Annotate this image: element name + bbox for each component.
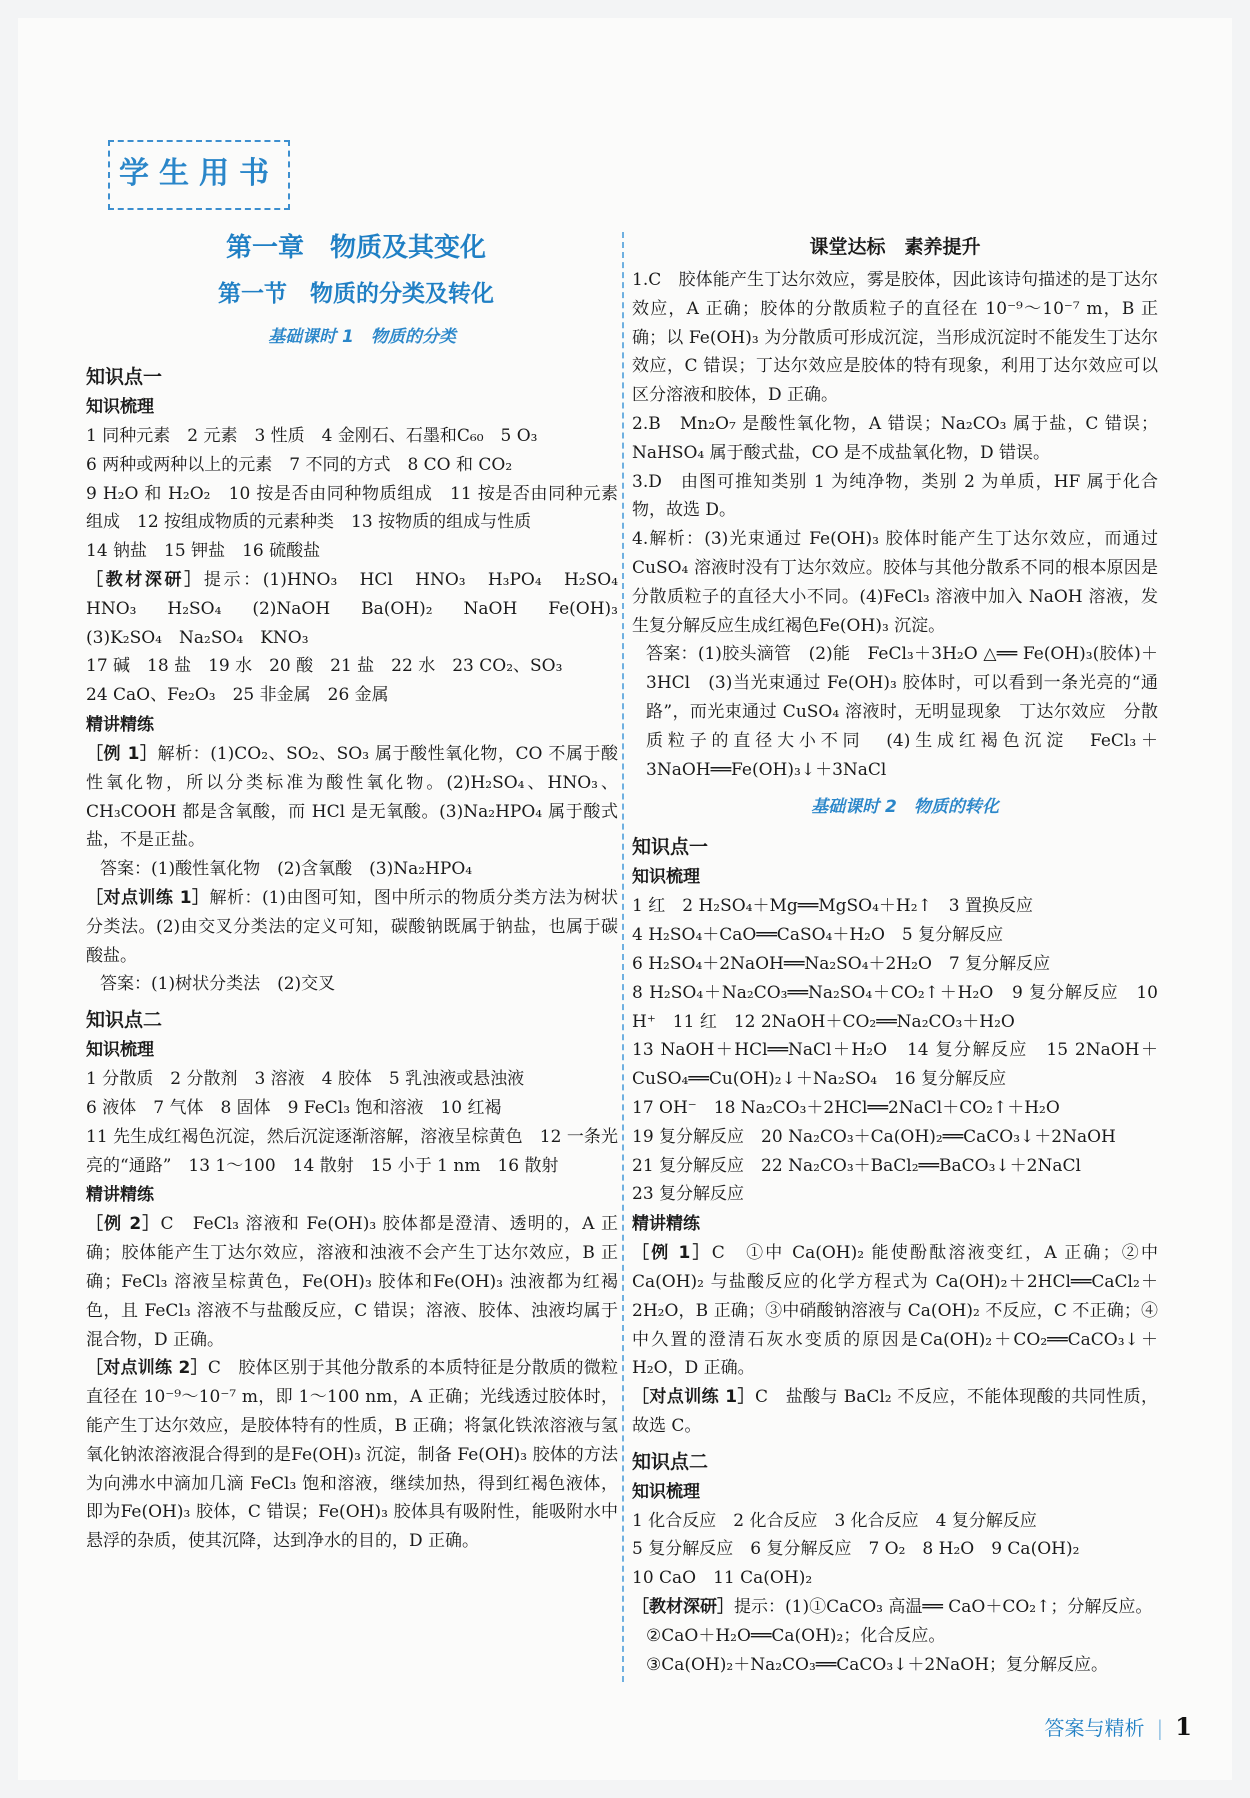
text-line: 8 H₂SO₄＋Na₂CO₃══Na₂SO₄＋CO₂↑＋H₂O 9 复分解反应 10 H⁺ 11 红 12 2NaOH＋CO₂══Na₂CO₃＋H₂O — [632, 982, 1158, 1032]
knowledge-point-heading: 知识点二 — [632, 1450, 709, 1473]
example-block — [86, 740, 618, 855]
text-line: 11 先生成红褐色沉淀，然后沉淀逐渐溶解，溶液呈棕黄色 12 一条光亮的“通路” 13 1～100 14 散射 15 小于 1 nm 16 散射 — [86, 1126, 618, 1176]
example-text: C FeCl₃ 溶液和 Fe(OH)₃ 胶体都是澄清、透明的，A 正确；胶体能产生丁达尔效应，溶液和浊液不会产生丁达尔效应，B 正确；FeCl₃ 溶液呈棕黄色，Fe(OH)₃ 胶体和Fe(OH)₃ 浊液都为红褐色，且 FeCl₃ 溶液不与盐酸反应，C 错误；溶液、胶体、浊液均属于混合物，D 正确。 — [86, 1214, 619, 1350]
class-practice-title: 课堂达标 素养提升 — [809, 236, 981, 258]
question-item: 2.B Mn₂O₇ 是酸性氧化物，A 错误；Na₂CO₃ 属于盐，C 错误；NaHSO₄ 属于酸式盐，CO 是不成盐氧化物，D 错误。 — [632, 413, 1158, 463]
subheading: 知识梳理 — [86, 397, 154, 417]
text-line: 17 碱 18 盐 19 水 20 酸 21 盐 22 水 23 CO₂、SO₃ — [86, 656, 563, 677]
deep-study-text: 提示：(1)①CaCO₃ 高温══ CaO＋CO₂↑；分解反应。 — [734, 1597, 1153, 1618]
training-block — [632, 1383, 1158, 1441]
subheading: 知识梳理 — [632, 867, 700, 888]
text-line: 4 H₂SO₄＋CaO══CaSO₄＋H₂O 5 复分解反应 — [632, 925, 1004, 946]
right-column — [632, 232, 1158, 1679]
subheading: 精讲精练 — [632, 1214, 700, 1235]
text-line: ③Ca(OH)₂＋Na₂CO₃══CaCO₃↓＋2NaOH；复分解反应。 — [646, 1654, 1109, 1675]
subheading: 知识梳理 — [632, 1481, 700, 1502]
question-item: 3.D 由图可推知类别 1 为纯净物，类别 2 为单质，HF 属于化合物，故选 D。 — [632, 471, 1158, 521]
lesson-title: 基础课时 2 物质的转化 — [811, 797, 999, 818]
student-book-badge — [108, 140, 290, 210]
text-line: 5 复分解反应 6 复分解反应 7 O₂ 8 H₂O 9 Ca(OH)₂ — [632, 1539, 1080, 1560]
training-text: C 胶体区别于其他分散系的本质特征是分散质的微粒直径在 10⁻⁹～10⁻⁷ m，即 1～100 nm，A 正确；光线透过胶体时，能产生丁达尔效应，是胶体特有的性质，B 正确；将氯化铁浓溶液与氢氧化钠浓溶液混合得到的是Fe(OH)₃ 沉淀，制备 Fe(OH)₃ 胶体的方法为向沸水中滴加几滴 FeCl₃ 饱和溶液，继续加热，得到红褐色液体，即为Fe(OH)₃ 胶体，C 错误；Fe(OH)₃ 胶体具有吸附性，能吸附水中悬浮的杂质，使其沉降，达到净水的目的，D 正确。 — [86, 1358, 618, 1552]
column-divider — [622, 232, 624, 1682]
text-line: 23 复分解反应 — [632, 1184, 745, 1205]
knowledge-point-heading: 知识点一 — [632, 836, 709, 859]
training-block — [86, 1354, 618, 1556]
subheading: 精讲精练 — [86, 714, 154, 735]
text-line: ②CaO＋H₂O══Ca(OH)₂；化合反应。 — [646, 1625, 946, 1646]
text-line: 6 H₂SO₄＋2NaOH══Na₂SO₄＋2H₂O 7 复分解反应 — [632, 953, 1051, 974]
footer-label: 答案与精析 — [1044, 1716, 1145, 1740]
text-line: 1 红 2 H₂SO₄＋Mg══MgSO₄＋H₂↑ 3 置换反应 — [632, 896, 1034, 917]
bracket-label: ［例 1］ — [632, 1243, 712, 1264]
example-block — [86, 1210, 618, 1354]
text-line: 9 H₂O 和 H₂O₂ 10 按是否由同种物质组成 11 按是否由同种元素组成 12 按组成物质的元素种类 13 按物质的组成与性质 — [86, 483, 618, 533]
deep-study-text: 提示：(1)HNO₃ HCl HNO₃ H₃PO₄ H₂SO₄ HNO₃ H₂SO₄ (2)NaOH Ba(OH)₂ NaOH Fe(OH)₃ (3)K₂SO₄ Na₂SO₄ KNO₃ — [86, 569, 636, 648]
text-line: 17 OH⁻ 18 Na₂CO₃＋2HCl══2NaCl＋CO₂↑＋H₂O — [632, 1097, 1060, 1118]
training-block — [86, 884, 618, 970]
text-line: 10 CaO 11 Ca(OH)₂ — [632, 1568, 813, 1589]
text-line: 13 NaOH＋HCl══NaCl＋H₂O 14 复分解反应 15 2NaOH＋CuSO₄══Cu(OH)₂↓＋Na₂SO₄ 16 复分解反应 — [632, 1040, 1158, 1090]
subheading: 精讲精练 — [86, 1185, 154, 1206]
lesson-title: 基础课时 1 物质的分类 — [268, 327, 456, 347]
chapter-title: 第一章 物质及其变化 — [225, 233, 486, 263]
bracket-label: ［例 2］ — [86, 1214, 161, 1235]
bracket-label: ［教材深研］ — [632, 1597, 734, 1618]
knowledge-point-heading: 知识点二 — [86, 1009, 163, 1032]
text-line: 21 复分解反应 22 Na₂CO₃＋BaCl₂══BaCO₃↓＋2NaCl — [632, 1155, 1081, 1176]
section-title: 第一节 物质的分类及转化 — [218, 281, 494, 307]
answer-line: 答案：(1)树状分类法 (2)交叉 — [100, 974, 336, 995]
example-block — [632, 1239, 1158, 1383]
page-footer — [1045, 1712, 1192, 1741]
training-text: C 盐酸与 BaCl₂ 不反应，不能体现酸的共同性质，故选 C。 — [632, 1387, 1159, 1436]
answer-line: 答案：(1)酸性氧化物 (2)含氧酸 (3)Na₂HPO₄ — [100, 859, 473, 880]
bracket-label: ［例 1］ — [86, 743, 158, 764]
text-line: 24 CaO、Fe₂O₃ 25 非金属 26 金属 — [86, 685, 389, 706]
bracket-label: ［对点训练 1］ — [86, 887, 210, 908]
bracket-label: ［教材深研］ — [86, 569, 204, 590]
subheading: 知识梳理 — [86, 1040, 154, 1061]
deep-study — [632, 1593, 1158, 1622]
text-line: 6 两种或两种以上的元素 7 不同的方式 8 CO 和 CO₂ — [86, 454, 513, 475]
text-line: 19 复分解反应 20 Na₂CO₃＋Ca(OH)₂══CaCO₃↓＋2NaOH — [632, 1126, 1116, 1147]
text-line: 6 液体 7 气体 8 固体 9 FeCl₃ 饱和溶液 10 红褐 — [86, 1097, 502, 1118]
answer-line: 答案：(1)胶头滴管 (2)能 FeCl₃＋3H₂O △══ Fe(OH)₃(胶体)＋3HCl (3)当光束通过 Fe(OH)₃ 胶体时，可以看到一条光亮的“通路”，而光束通过 CuSO₄ 溶液时，无明显现象 丁达尔效应 分散质粒子的直径大小不同 (4)生成红褐色沉淀 FeCl₃＋3NaOH══Fe(OH)₃↓＋3NaCl — [646, 644, 1158, 780]
bracket-label: ［对点训练 1］ — [632, 1387, 755, 1408]
page-number: 1 — [1175, 1712, 1192, 1741]
bracket-label: ［对点训练 2］ — [86, 1358, 208, 1379]
example-text: 解析：(1)CO₂、SO₂、SO₃ 属于酸性氧化物，CO 不属于酸性氧化物，所以分类标准为酸性氧化物。(2)H₂SO₄、HNO₃、CH₃COOH 都是含氧酸，而 HCl 是无氧酸。(3)Na₂HPO₄ 属于酸式盐，不是正盐。 — [86, 743, 619, 851]
question-item: 4.解析：(3)光束通过 Fe(OH)₃ 胶体时能产生丁达尔效应，而通过 CuSO₄ 溶液时没有丁达尔效应。胶体与其他分散系不同的根本原因是分散质粒子的直径大小不同。(4)FeCl₃ 溶液中加入 NaOH 溶液，发生复分解反应生成红褐色Fe(OH)₃ 沉淀。 — [632, 529, 1158, 636]
question-item: 1.C 胶体能产生丁达尔效应，雾是胶体，因此该诗句描述的是丁达尔效应，A 正确；胶体的分散质粒子的直径在 10⁻⁹～10⁻⁷ m，B 正确；以 Fe(OH)₃ 为分散质可形成沉淀，当形成沉淀时不能发生丁达尔效应，C 错误；丁达尔效应是胶体的特有现象，利用丁达尔效应可以区分溶液和胶体，D 正确。 — [632, 270, 1158, 406]
badge-text: 学生用书 — [119, 156, 279, 191]
text-line: 14 钠盐 15 钾盐 16 硫酸盐 — [86, 541, 321, 562]
left-column — [86, 228, 636, 1556]
text-line: 1 分散质 2 分散剂 3 溶液 4 胶体 5 乳浊液或悬浊液 — [86, 1069, 525, 1090]
text-line: 1 同种元素 2 元素 3 性质 4 金刚石、石墨和C₆₀ 5 O₃ — [86, 426, 538, 446]
footer-separator: | — [1156, 1716, 1164, 1740]
knowledge-point-heading: 知识点一 — [86, 366, 163, 388]
example-text: C ①中 Ca(OH)₂ 能使酚酞溶液变红，A 正确；②中 Ca(OH)₂ 与盐酸反应的化学方程式为 Ca(OH)₂＋2HCl══CaCl₂＋2H₂O，B 正确；③中硝酸钠溶液与 Ca(OH)₂ 不反应，C 不正确；④中久置的澄清石灰水变质的原因是Ca(OH)₂＋CO₂══CaCO₃↓＋H₂O，D 正确。 — [632, 1243, 1158, 1379]
text-line: 1 化合反应 2 化合反应 3 化合反应 4 复分解反应 — [632, 1510, 1037, 1531]
deep-study — [86, 566, 636, 652]
training-text: 解析：(1)由图可知，图中所示的物质分类方法为树状分类法。(2)由交叉分类法的定义可知，碳酸钠既属于钠盐，也属于碳酸盐。 — [86, 887, 618, 966]
